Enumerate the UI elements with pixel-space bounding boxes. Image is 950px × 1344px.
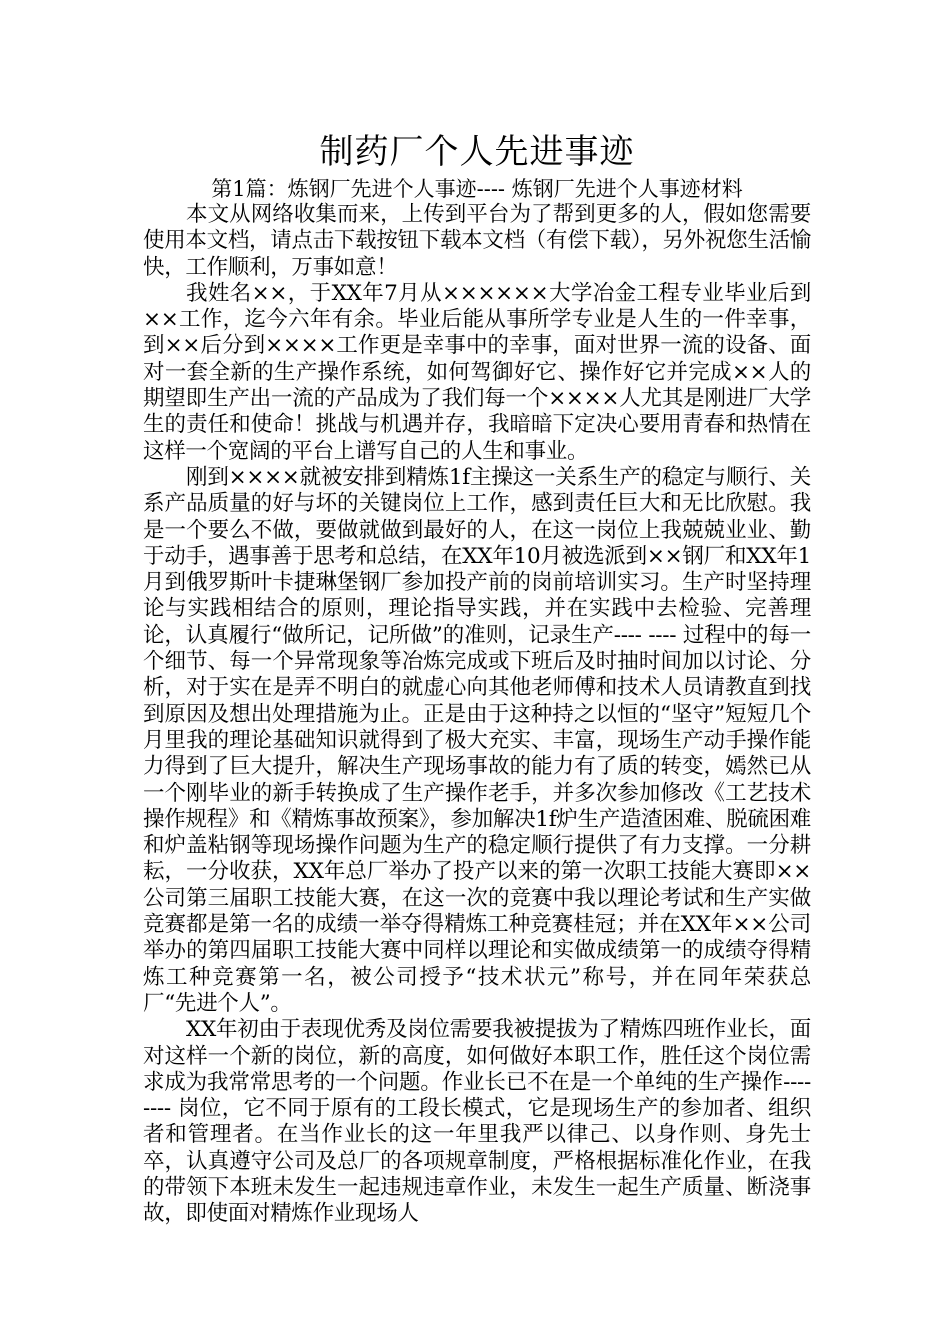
document-title: 制药厂个人先进事迹: [319, 132, 635, 172]
paragraph-intro: 本文从网络收集而来，上传到平台为了帮到更多的人，假如您需要使用本文档，请点击下载按钮下载本文档（有偿下载），另外祝您生活愉快，工作顺利，万事如意！: [143, 202, 811, 280]
document-page: [143, 132, 811, 1228]
paragraph-refining-work: 刚到××××就被安排到精炼1f主操这一关系生产的稳定与顺行、关系产品质量的好与坏的关键岗位上工作，感到责任巨大和无比欣慰。我是一个要么不做，要做就做到最好的人，在这一岗位上我兢兢业业、勤于动手，遇事善于思考和总结，在XX年10月被选派到××钢厂和XX年1月到俄罗斯叶卡捷琳堡钢厂参加投产前的岗前培训实习。生产时坚持理论与实践相结合的原则，理论指导实践，并在实践中去检验、完善理论，认真履行“做所记，记所做”的准则，记录生产---- ---- 过程中的每一个细节、每一个异常现象等冶炼完成或下班后及时抽时间加以讨论、分析，对于实在是弄不明白的就虚心向其他老师傅和技术人员请教直到找到原因及想出处理措施为止。正是由于这种持之以恒的“坚守”短短几个月里我的理论基础知识就得到了极大充实、丰富，现场生产动手操作能力得到了巨大提升，解决生产现场事故的能力有了质的转变，嫣然已从一个刚毕业的新手转换成了生产操作老手，并多次参加修改《工艺技术操作规程》和《精炼事故预案》，参加解决1f炉生产造渣困难、脱硫困难和炉盖粘钢等现场操作问题为生产的稳定顺行提供了有力支撑。一分耕耘，一分收获，XX年总厂举办了投产以来的第一次职工技能大赛即××公司第三届职工技能大赛，在这一次的竞赛中我以理论考试和生产实做竞赛都是第一名的成绩一举夺得精炼工种竞赛桂冠；并在XX年××公司举办的第四届职工技能大赛中同样以理论和实做成绩第一的成绩夺得精炼工种竞赛第一名，被公司授予“技术状元”称号，并在同年荣获总厂“先进个人”。: [143, 464, 811, 1016]
document-subtitle: 第1篇：炼钢厂先进个人事迹---- 炼钢厂先进个人事迹材料: [211, 177, 743, 201]
paragraph-background: 我姓名××，于XX年7月从××××××大学冶金工程专业毕业后到××工作，迄今六年有余。毕业后能从事所学专业是人生的一件幸事，到××后分到××××工作更是幸事中的幸事，面对世界一流的设备、面对一套全新的生产操作系统，如何驾御好它、操作好它并完成××人的期望即生产出一流的产品成为了我们每一个××××人尤其是刚进厂大学生的责任和使命！挑战与机遇并存，我暗暗下定决心要用青春和热情在这样一个宽阔的平台上谱写自己的人生和事业。: [143, 280, 811, 464]
paragraph-foreman-role: XX年初由于表现优秀及岗位需要我被提拔为了精炼四班作业长，面对这样一个新的岗位，新的高度，如何做好本职工作，胜任这个岗位需求成为我常常思考的一个问题。作业长已不在是一个单纯的生产操作---- ---- 岗位，它不同于原有的工段长模式，它是现场生产的参加者、组织者和管理者。在当作业长的这一年里我严以律己、以身作则、身先士卒，认真遵守公司及总厂的各项规章制度，严格根据标准化作业，在我的带领下本班未发生一起违规违章作业，未发生一起生产质量、断浇事故，即使面对精炼作业现场人: [143, 1017, 811, 1227]
